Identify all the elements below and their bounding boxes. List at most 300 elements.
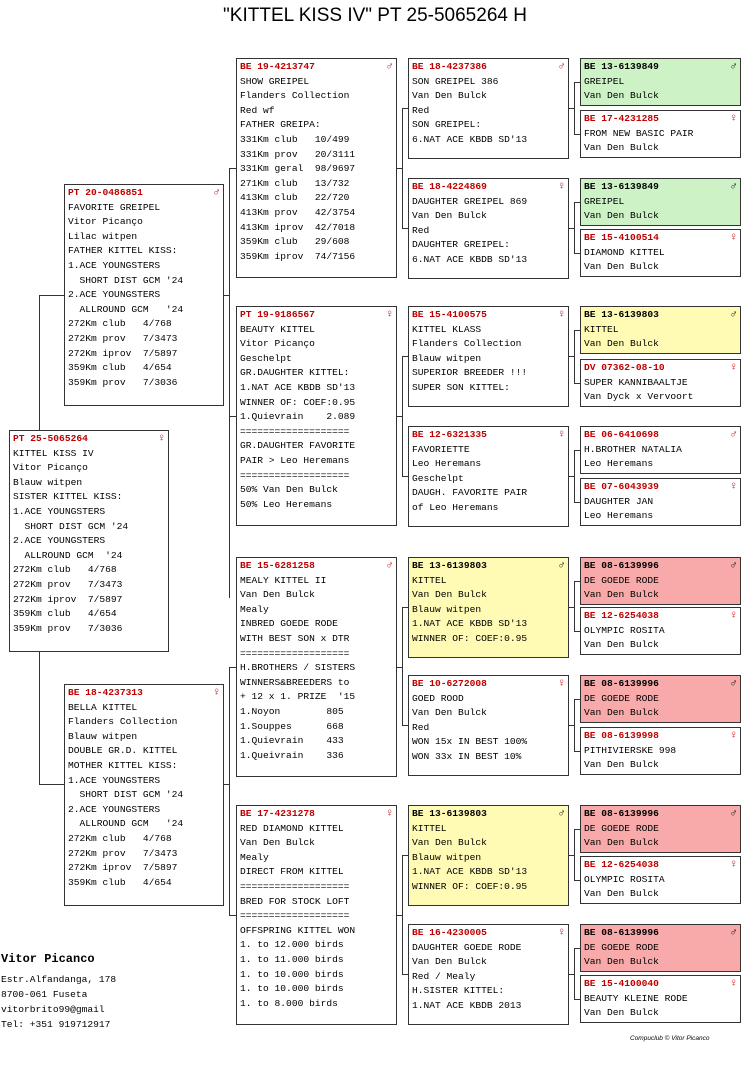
ring-header [584, 428, 737, 443]
pigeon-name: DE GOEDE RODE [584, 822, 659, 834]
pigeon-card [408, 426, 569, 527]
connector-line [39, 295, 64, 296]
connector-line [229, 168, 236, 169]
connector-line [574, 948, 580, 949]
connector-line [402, 108, 408, 109]
pigeon-info-line: DIRECT FROM KITTEL [240, 866, 344, 878]
pigeon-info-line: Geschelpt [240, 352, 292, 364]
pigeon-info-line: 413Km prov 42/3754 [240, 206, 356, 218]
pigeon-info-line: Van Den Bulck [584, 707, 659, 719]
ring-header [68, 186, 220, 201]
ring-number: BE 13-6139849 [584, 181, 659, 192]
pigeon-card [580, 306, 741, 354]
pigeon-name: SHOW GREIPEL [240, 75, 310, 87]
pigeon-card [9, 430, 169, 652]
pigeon-info-line: Van Den Bulck [412, 90, 487, 102]
ring-number: BE 15-6281258 [240, 560, 315, 571]
connector-line [402, 855, 403, 974]
ring-header [584, 858, 737, 873]
male-symbol-icon: ♂ [730, 429, 737, 441]
pigeon-info-line: Blauw witpen [412, 352, 482, 364]
pigeon-info-line: 1.Quievrain 2.089 [240, 411, 356, 423]
connector-line [569, 108, 574, 109]
ring-header [584, 60, 737, 75]
ring-number: BE 08-6139996 [584, 808, 659, 819]
pigeon-card [580, 557, 741, 605]
connector-line [569, 974, 574, 975]
pigeon-info-line: Lilac witpen [68, 230, 138, 242]
pigeon-info-line: Van Den Bulck [584, 888, 659, 900]
pigeon-info-line: 6.NAT ACE KBDB SD'13 [412, 253, 528, 265]
pigeon-card [236, 306, 397, 526]
connector-line [574, 999, 580, 1000]
ring-header [240, 559, 393, 574]
ring-header [584, 926, 737, 941]
pigeon-name: OLYMPIC ROSITA [584, 624, 665, 636]
pigeon-info-line: WINNER OF: COEF:0.95 [412, 880, 528, 892]
pigeon-card [580, 856, 741, 904]
ring-number: BE 16-4230005 [412, 927, 487, 938]
pigeon-card [580, 805, 741, 853]
connector-line [397, 915, 402, 916]
female-symbol-icon: ♀ [730, 232, 737, 244]
pigeon-info-line: SHORT DIST GCM '24 [13, 520, 129, 532]
pigeon-info-line: 272Km prov 7/3473 [68, 332, 178, 344]
pigeon-info-line: DAUGHTER GREIPEL: [412, 239, 510, 251]
pigeon-card [580, 229, 741, 277]
pigeon-name: KITTEL KLASS [412, 323, 482, 335]
pigeon-info-line: OFFSPRING KITTEL WON [240, 924, 356, 936]
pigeon-info-line: WINNER OF: COEF:0.95 [412, 632, 528, 644]
ring-number: BE 08-6139996 [584, 927, 659, 938]
pigeon-info-line: 50% Leo Heremans [240, 498, 333, 510]
male-symbol-icon: ♂ [730, 181, 737, 193]
pigeon-info-line: ALLROUND GCM '24 [13, 549, 123, 561]
ring-number: BE 08-6139998 [584, 730, 659, 741]
pigeon-info-line: Van Den Bulck [584, 261, 659, 273]
pigeon-card [580, 426, 741, 474]
pigeon-info-line: 413Km club 22/720 [240, 192, 350, 204]
ring-number: BE 15-4100040 [584, 978, 659, 989]
pigeon-name: KITTEL [412, 822, 447, 834]
pigeon-info-line: 1.NAT ACE KBDB 2013 [412, 999, 522, 1011]
ring-number: BE 19-4213747 [240, 61, 315, 72]
connector-line [574, 450, 575, 502]
ring-number: BE 10-6272008 [412, 678, 487, 689]
pigeon-info-line: Leo Heremans [584, 510, 654, 522]
connector-line [574, 134, 580, 135]
pigeon-info-line: 359Km club 4/654 [68, 876, 172, 888]
ring-header [584, 977, 737, 992]
pigeon-info-line: + 12 x 1. PRIZE '15 [240, 691, 356, 703]
male-symbol-icon: ♂ [730, 309, 737, 321]
pigeon-info-line: 1.NAT ACE KBDB SD'13 [240, 381, 356, 393]
female-symbol-icon: ♀ [730, 859, 737, 871]
ring-header [412, 559, 565, 574]
pigeon-name: GOED ROOD [412, 692, 464, 704]
pigeon-card [408, 805, 569, 906]
female-symbol-icon: ♀ [730, 730, 737, 742]
male-symbol-icon: ♂ [213, 187, 220, 199]
ring-header [584, 480, 737, 495]
pigeon-info-line: Red [412, 224, 430, 236]
pigeon-info-line: Van Den Bulck [584, 1007, 659, 1019]
pigeon-info-line: 2.ACE YOUNGSTERS [13, 535, 106, 547]
ring-header [412, 428, 565, 443]
male-symbol-icon: ♂ [558, 560, 565, 572]
female-symbol-icon: ♀ [730, 978, 737, 990]
ring-header [584, 807, 737, 822]
pigeon-info-line: 1.ACE YOUNGSTERS [68, 259, 161, 271]
pigeon-info-line: Vitor Picanço [13, 462, 88, 474]
ring-header [584, 559, 737, 574]
pigeon-info-line: 331Km geral 98/9697 [240, 163, 356, 175]
pigeon-info-line: Van Den Bulck [240, 837, 315, 849]
pigeon-info-line: 1.NAT ACE KBDB SD'13 [412, 866, 528, 878]
pigeon-info-line: SON GREIPEL: [412, 119, 482, 131]
ring-number: BE 18-4237386 [412, 61, 487, 72]
pigeon-info-line: 1. to 12.000 birds [240, 939, 344, 951]
ring-number: PT 25-5065264 [13, 433, 88, 444]
ring-number: BE 13-6139803 [584, 309, 659, 320]
male-symbol-icon: ♂ [730, 808, 737, 820]
connector-line [402, 356, 408, 357]
ring-header [13, 432, 165, 447]
pigeon-info-line: 2.ACE YOUNGSTERS [68, 289, 161, 301]
ring-header [240, 60, 393, 75]
pigeon-card [580, 607, 741, 655]
pigeon-info-line: BRED FOR STOCK LOFT [240, 895, 350, 907]
pigeon-info-line: 359Km club 4/654 [68, 362, 172, 374]
female-symbol-icon: ♀ [386, 808, 393, 820]
pigeon-info-line: WINNERS&BREEDERS to [240, 676, 350, 688]
pigeon-info-line: WITH BEST SON x DTR [240, 632, 350, 644]
pigeon-info-line: 1. to 10.000 birds [240, 968, 344, 980]
pigeon-info-line: Red [412, 104, 430, 116]
pigeon-info-line: Van Den Bulck [240, 589, 315, 601]
pigeon-info-line: 50% Van Den Bulck [240, 484, 338, 496]
pigeon-info-line: 272Km iprov 7/5897 [68, 862, 178, 874]
pigeon-name: KITTEL [412, 574, 447, 586]
ring-header [240, 308, 393, 323]
connector-line [574, 82, 580, 83]
pigeon-info-line: Van Den Bulck [584, 589, 659, 601]
pigeon-info-line: H.BROTHERS / SISTERS [240, 662, 356, 674]
pigeon-info-line: Mealy [240, 851, 269, 863]
pigeon-name: MEALY KITTEL II [240, 574, 327, 586]
female-symbol-icon: ♀ [730, 113, 737, 125]
pigeon-info-line: Flanders Collection [240, 90, 350, 102]
connector-line [39, 784, 64, 785]
connector-line [397, 168, 402, 169]
pigeon-info-line: Geschelpt [412, 472, 464, 484]
page-title: "KITTEL KISS IV" PT 25-5065264 H [223, 5, 527, 26]
pigeon-info-line: 1.Quievrain 433 [240, 735, 344, 747]
pigeon-name: FAVORITE GREIPEL [68, 201, 161, 213]
pigeon-info-line: 272Km club 4/768 [68, 318, 172, 330]
ring-header [412, 807, 565, 822]
male-symbol-icon: ♂ [730, 560, 737, 572]
pigeon-info-line: Red wf [240, 104, 275, 116]
pigeon-info-line: Red / Mealy [412, 970, 476, 982]
pigeon-info-line: 1. to 10.000 birds [240, 983, 344, 995]
connector-line [574, 330, 575, 383]
pigeon-info-line: SHORT DIST GCM '24 [68, 274, 184, 286]
pigeon-name: FROM NEW BASIC PAIR [584, 127, 694, 139]
copyright-text: Compuclub © Vitor Picanco [630, 1035, 710, 1042]
pigeon-info-line: FATHER GREIPA: [240, 119, 321, 131]
owner-email: vitorbrito99@gmail [1, 1004, 105, 1015]
pigeon-card [580, 178, 741, 226]
pigeon-card [236, 557, 397, 777]
pigeon-info-line: Blauw witpen [412, 851, 482, 863]
connector-line [574, 699, 580, 700]
pigeon-info-line: Leo Heremans [412, 458, 482, 470]
connector-line [574, 581, 580, 582]
pigeon-info-line: Vitor Picanço [240, 338, 315, 350]
pigeon-info-line: 331Km club 10/499 [240, 133, 350, 145]
pigeon-info-line: =================== [240, 469, 350, 481]
ring-number: BE 15-4100514 [584, 232, 659, 243]
pigeon-info-line: WON 33x IN BEST 10% [412, 750, 522, 762]
connector-line [402, 356, 403, 476]
connector-line [569, 855, 574, 856]
connector-line [574, 948, 575, 999]
male-symbol-icon: ♂ [730, 61, 737, 73]
pigeon-name: BELLA KITTEL [68, 701, 138, 713]
connector-line [39, 295, 40, 430]
connector-line [574, 202, 580, 203]
ring-number: BE 12-6254038 [584, 859, 659, 870]
pigeon-card [64, 684, 224, 906]
pigeon-info-line: ALLROUND GCM '24 [68, 818, 184, 830]
pigeon-name: PITHIVIERSKE 998 [584, 744, 677, 756]
pigeon-card [236, 58, 397, 278]
pigeon-card [408, 924, 569, 1025]
ring-header [584, 361, 737, 376]
pigeon-info-line: H.SISTER KITTEL: [412, 985, 505, 997]
pigeon-info-line: 272Km club 4/768 [13, 564, 117, 576]
pigeon-card [408, 675, 569, 776]
ring-header [584, 112, 737, 127]
connector-line [229, 667, 236, 668]
pigeon-card [408, 178, 569, 279]
female-symbol-icon: ♀ [213, 687, 220, 699]
pigeon-info-line: FATHER KITTEL KISS: [68, 245, 178, 257]
connector-line [229, 168, 230, 598]
owner-postal: 8700-061 Fuseta [1, 989, 88, 1000]
connector-line [402, 607, 403, 725]
pigeon-info-line: 359Km iprov 74/7156 [240, 250, 356, 262]
ring-number: BE 15-4100575 [412, 309, 487, 320]
ring-number: BE 13-6139803 [412, 560, 487, 571]
ring-number: BE 18-4237313 [68, 687, 143, 698]
pigeon-info-line: 272Km iprov 7/5897 [13, 593, 123, 605]
pigeon-info-line: Van Den Bulck [584, 639, 659, 651]
ring-header [240, 807, 393, 822]
pigeon-info-line: PAIR > Leo Heremans [240, 454, 350, 466]
ring-number: BE 07-6043939 [584, 481, 659, 492]
connector-line [229, 416, 236, 417]
pigeon-card [580, 675, 741, 723]
ring-number: BE 18-4224869 [412, 181, 487, 192]
connector-line [229, 915, 236, 916]
female-symbol-icon: ♀ [558, 429, 565, 441]
pigeon-info-line: Van Den Bulck [412, 956, 487, 968]
connector-line [402, 607, 408, 608]
connector-line [569, 607, 574, 608]
connector-line [569, 725, 574, 726]
pigeon-name: SON GREIPEL 386 [412, 75, 499, 87]
connector-line [574, 751, 580, 752]
ring-header [584, 231, 737, 246]
connector-line [574, 829, 575, 880]
ring-number: PT 19-9186567 [240, 309, 315, 320]
connector-line [574, 383, 580, 384]
pigeon-name: DAUGHTER GREIPEL 869 [412, 195, 528, 207]
pigeon-card [408, 557, 569, 658]
pigeon-card [580, 58, 741, 106]
pigeon-info-line: GR.DAUGHTER FAVORITE [240, 440, 356, 452]
male-symbol-icon: ♂ [558, 808, 565, 820]
ring-header [584, 609, 737, 624]
ring-number: BE 17-4231285 [584, 113, 659, 124]
pigeon-info-line: 272Km prov 7/3473 [13, 578, 123, 590]
ring-number: DV 07362-08-10 [584, 362, 665, 373]
pigeon-info-line: Van Den Bulck [584, 142, 659, 154]
pigeon-info-line: WON 15x IN BEST 100% [412, 736, 528, 748]
connector-line [574, 450, 580, 451]
pigeon-card [580, 110, 741, 158]
ring-header [68, 686, 220, 701]
pigeon-info-line: WINNER OF: COEF:0.95 [240, 396, 356, 408]
pigeon-card [580, 727, 741, 775]
ring-number: BE 13-6139849 [584, 61, 659, 72]
connector-line [402, 108, 403, 228]
connector-line [569, 228, 574, 229]
male-symbol-icon: ♂ [558, 61, 565, 73]
ring-number: BE 08-6139996 [584, 560, 659, 571]
pigeon-card [64, 184, 224, 406]
connector-line [402, 228, 408, 229]
owner-phone: Tel: +351 919712917 [1, 1019, 111, 1030]
pigeon-card [580, 478, 741, 526]
female-symbol-icon: ♀ [558, 927, 565, 939]
connector-line [402, 855, 408, 856]
female-symbol-icon: ♀ [730, 610, 737, 622]
pigeon-info-line: Van Den Bulck [584, 90, 659, 102]
pigeon-info-line: 271Km club 13/732 [240, 177, 350, 189]
pigeon-name: DAUGHTER JAN [584, 495, 654, 507]
connector-line [574, 880, 580, 881]
pigeon-info-line: =================== [240, 910, 350, 922]
pigeon-card [408, 306, 569, 407]
connector-line [402, 476, 408, 477]
connector-line [574, 330, 580, 331]
ring-header [412, 308, 565, 323]
pigeon-name: DE GOEDE RODE [584, 941, 659, 953]
pigeon-info-line: DAUGH. FAVORITE PAIR [412, 487, 528, 499]
pigeon-info-line: Flanders Collection [412, 338, 522, 350]
pigeon-name: FAVORIETTE [412, 443, 470, 455]
pigeon-info-line: 359Km club 4/654 [13, 608, 117, 620]
female-symbol-icon: ♀ [558, 309, 565, 321]
pigeon-name: KITTEL KISS IV [13, 447, 94, 459]
ring-header [412, 60, 565, 75]
connector-line [402, 725, 408, 726]
pigeon-name: RED DIAMOND KITTEL [240, 822, 344, 834]
pigeon-info-line: Van Dyck x Vervoort [584, 391, 694, 403]
pigeon-info-line: =================== [240, 425, 350, 437]
pigeon-info-line: 1.NAT ACE KBDB SD'13 [412, 618, 528, 630]
pigeon-name: DAUGHTER GOEDE RODE [412, 941, 522, 953]
owner-name: Vitor Picanco [1, 952, 95, 966]
pigeon-info-line: 6.NAT ACE KBDB SD'13 [412, 133, 528, 145]
connector-line [574, 82, 575, 134]
pigeon-info-line: MOTHER KITTEL KISS: [68, 759, 178, 771]
pigeon-info-line: 272Km iprov 7/5897 [68, 347, 178, 359]
connector-line [574, 829, 580, 830]
female-symbol-icon: ♀ [558, 181, 565, 193]
pigeon-name: KITTEL [584, 323, 619, 335]
connector-line [397, 667, 402, 668]
pigeon-info-line: 359Km prov 7/3036 [13, 622, 123, 634]
connector-line [229, 667, 230, 915]
pigeon-name: DIAMOND KITTEL [584, 246, 665, 258]
connector-line [569, 356, 574, 357]
pigeon-info-line: 359Km prov 7/3036 [68, 376, 178, 388]
pigeon-card [580, 359, 741, 407]
pigeon-info-line: Blauw witpen [68, 730, 138, 742]
connector-line [224, 784, 229, 785]
pigeon-name: GREIPEL [584, 195, 625, 207]
pigeon-card [580, 975, 741, 1023]
pigeon-card [236, 805, 397, 1025]
connector-line [574, 502, 580, 503]
pigeon-name: BEAUTY KLEINE RODE [584, 992, 688, 1004]
pigeon-name: OLYMPIC ROSITA [584, 873, 665, 885]
pigeon-info-line: ALLROUND GCM '24 [68, 303, 184, 315]
pigeon-info-line: SUPER SON KITTEL: [412, 381, 510, 393]
pigeon-info-line: Van Den Bulck [412, 837, 487, 849]
pigeon-info-line: 1. to 8.000 birds [240, 997, 338, 1009]
pigeon-info-line: 1.Noyon 805 [240, 705, 344, 717]
pigeon-info-line: 413Km iprov 42/7018 [240, 221, 356, 233]
pigeon-name: SUPER KANNIBAALTJE [584, 376, 688, 388]
pigeon-info-line: 272Km prov 7/3473 [68, 847, 178, 859]
ring-header [584, 677, 737, 692]
pigeon-name: H.BROTHER NATALIA [584, 443, 682, 455]
pigeon-name: GREIPEL [584, 75, 625, 87]
pigeon-info-line: Van Den Bulck [584, 956, 659, 968]
connector-line [569, 476, 574, 477]
pigeon-info-line: 2.ACE YOUNGSTERS [68, 803, 161, 815]
female-symbol-icon: ♀ [730, 362, 737, 374]
pigeon-info-line: 1.Souppes 668 [240, 720, 344, 732]
pigeon-info-line: 1.ACE YOUNGSTERS [13, 505, 106, 517]
pigeon-info-line: Blauw witpen [412, 603, 482, 615]
pigeon-name: DE GOEDE RODE [584, 574, 659, 586]
ring-number: BE 12-6254038 [584, 610, 659, 621]
pigeon-info-line: Flanders Collection [68, 716, 178, 728]
female-symbol-icon: ♀ [386, 309, 393, 321]
connector-line [39, 652, 40, 784]
female-symbol-icon: ♀ [558, 678, 565, 690]
connector-line [224, 295, 229, 296]
pigeon-info-line: DOUBLE GR.D. KITTEL [68, 745, 178, 757]
ring-header [584, 729, 737, 744]
pigeon-info-line: 331Km prov 20/3111 [240, 148, 356, 160]
